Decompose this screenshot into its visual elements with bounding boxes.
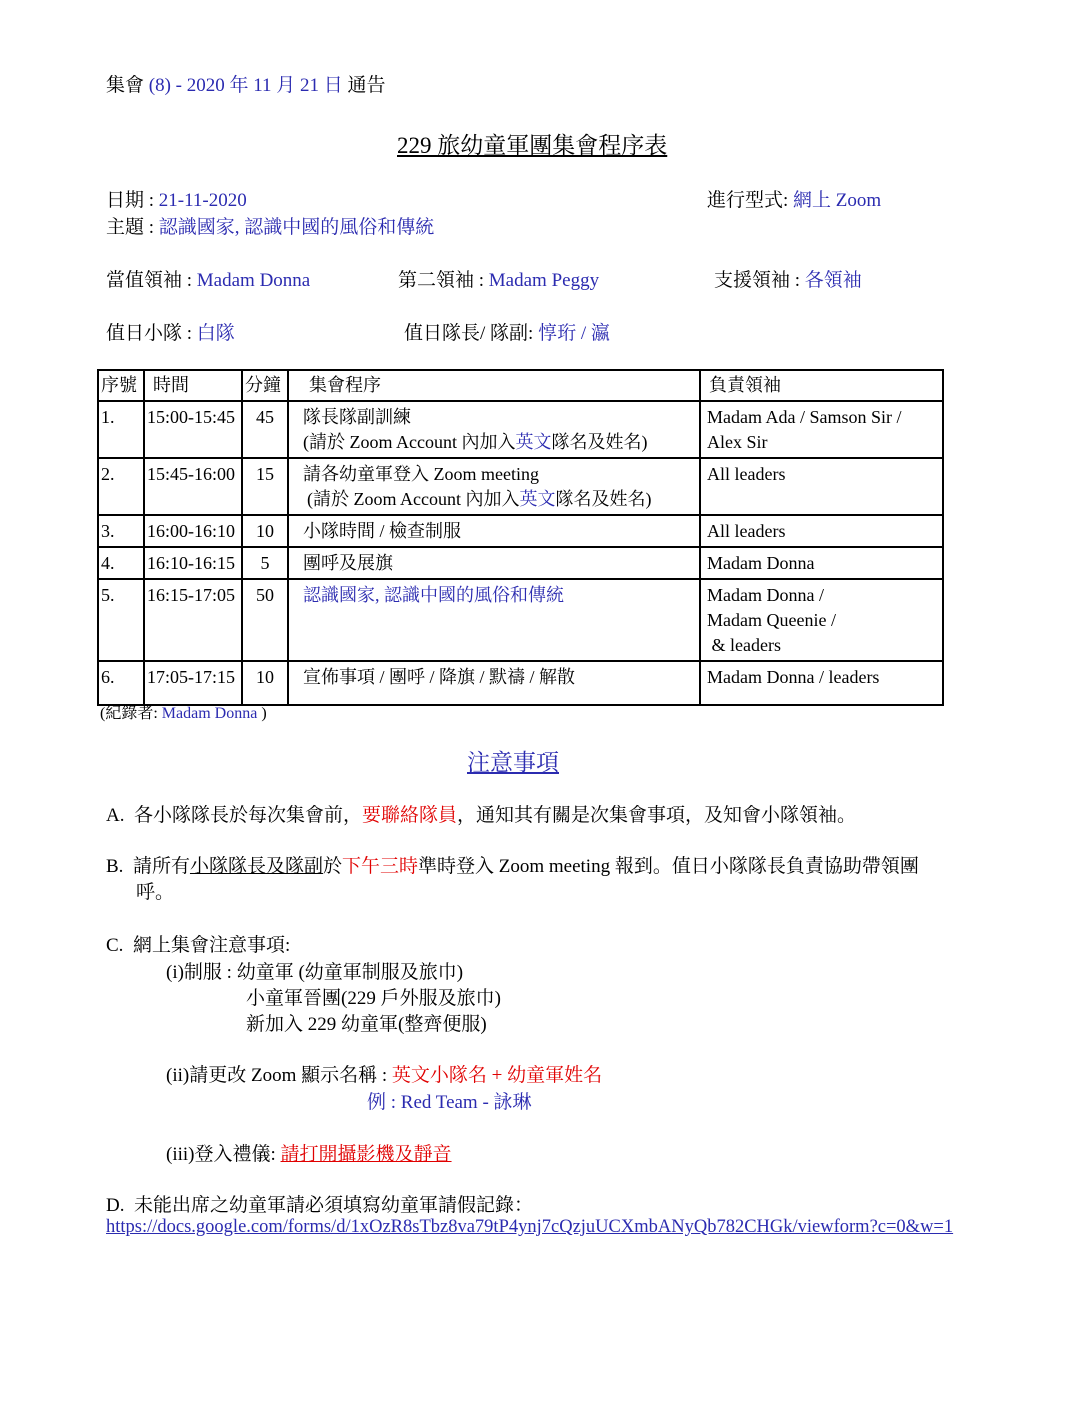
row-leader: Madam Donna / leaders bbox=[700, 661, 943, 705]
support-leader-line bbox=[714, 265, 862, 292]
header-suffix: 通告 bbox=[342, 75, 386, 96]
note-b-highlight: 下午三時 bbox=[341, 856, 418, 877]
zoom-name-line bbox=[166, 1060, 602, 1087]
note-text-end: 隊名及姓名) bbox=[555, 489, 652, 509]
row-no: 5. bbox=[98, 579, 144, 661]
note-d bbox=[106, 1190, 533, 1217]
row-leader-line: All leaders bbox=[707, 464, 786, 484]
row-item: 認識國家, 認識中國的風俗和傳統 bbox=[288, 579, 700, 661]
row-leader bbox=[700, 458, 943, 515]
row-time: 17:05-17:15 bbox=[144, 661, 242, 705]
row-item-note bbox=[303, 487, 697, 512]
notes-heading: 注意事項 bbox=[467, 750, 559, 775]
note-b-text: 請所有 bbox=[132, 856, 190, 877]
row-leader-line: & leaders bbox=[707, 635, 781, 655]
note-b-text-mid: 於 bbox=[322, 856, 342, 877]
note-a bbox=[106, 800, 856, 827]
note-highlight: 英文 bbox=[515, 432, 552, 452]
note-a-text: 各小隊隊長於每次集會前， bbox=[133, 805, 362, 826]
row-min: 5 bbox=[242, 547, 288, 579]
note-text-end: 隊名及姓名) bbox=[551, 432, 648, 452]
row-item: 團呼及展旗 bbox=[288, 547, 700, 579]
note-b-letter: B. bbox=[106, 856, 124, 877]
login-value: 請打開攝影機及靜音 bbox=[280, 1144, 452, 1165]
table-row bbox=[98, 458, 943, 515]
col-header-item: 集會程序 bbox=[288, 370, 700, 401]
row-leader: All leaders bbox=[700, 515, 943, 547]
duty-team-line bbox=[106, 318, 235, 345]
page-title: 229 旅幼童軍團集會程序表 bbox=[397, 133, 668, 158]
theme-line bbox=[106, 212, 434, 239]
uniform-item: 幼童軍 (幼童軍制服及旅巾) bbox=[236, 962, 464, 983]
uniform-item: 小童軍晉團(229 戶外服及旅巾) bbox=[246, 988, 501, 1009]
recorder-close: ) bbox=[257, 705, 267, 722]
note-text: (請於 Zoom Account 內加入 bbox=[307, 489, 520, 509]
theme-label: 主題 : bbox=[106, 217, 159, 238]
format-label: 進行型式: bbox=[707, 190, 794, 211]
row-min: 15 bbox=[242, 458, 288, 515]
theme-value: 認識國家, 認識中國的風俗和傳統 bbox=[158, 217, 435, 238]
row-no: 3. bbox=[98, 515, 144, 547]
row-no: 1. bbox=[98, 401, 144, 458]
row-item bbox=[288, 458, 700, 515]
format-value: 網上 Zoom bbox=[793, 190, 882, 211]
row-item-text: 隊長隊副訓練 bbox=[303, 407, 411, 427]
row-leader-line: Alex Sir bbox=[707, 432, 768, 452]
table-row bbox=[98, 547, 943, 579]
note-a-text-end: ，通知其有關是次集會事項，及知會小隊領袖。 bbox=[457, 805, 857, 826]
table-row bbox=[98, 579, 943, 661]
row-time: 16:00-16:10 bbox=[144, 515, 242, 547]
duty-team-value: 白隊 bbox=[196, 323, 235, 344]
row-leader: Madam Donna bbox=[700, 547, 943, 579]
zoom-name-value: 英文小隊名 + 幼童軍姓名 bbox=[391, 1065, 603, 1086]
duty-leader-value: 惇珩 / 瀛 bbox=[538, 323, 610, 344]
row-no: 2. bbox=[98, 458, 144, 515]
note-c-title: 網上集會注意事項: bbox=[132, 935, 291, 956]
row-min: 45 bbox=[242, 401, 288, 458]
support-leader-label: 支援領袖 : bbox=[714, 270, 805, 291]
row-time: 15:45-16:00 bbox=[144, 458, 242, 515]
note-c bbox=[106, 930, 290, 957]
duty-team-label: 值日小隊 : bbox=[106, 323, 197, 344]
row-time: 16:10-16:15 bbox=[144, 547, 242, 579]
date-value: 21-11-2020 bbox=[158, 190, 247, 211]
recorder-label: (紀錄者: bbox=[100, 705, 162, 722]
row-item: 小隊時間 / 檢查制服 bbox=[288, 515, 700, 547]
login-line bbox=[166, 1139, 452, 1166]
note-a-letter: A. bbox=[106, 805, 125, 826]
table-row bbox=[98, 661, 943, 705]
date-label: 日期 : bbox=[106, 190, 159, 211]
row-no: 4. bbox=[98, 547, 144, 579]
row-item-note bbox=[303, 430, 697, 455]
row-item bbox=[288, 401, 700, 458]
row-item-text: 請各幼童軍登入 Zoom meeting bbox=[303, 464, 539, 484]
support-leader-value: 各領袖 bbox=[804, 270, 862, 291]
note-b-underlined: 小隊隊長及隊副 bbox=[189, 856, 323, 877]
leave-form-link[interactable]: https://docs.google.com/forms/d/1xOzR8sTbz8va79tP4ynj7cQzjuUCXmbANyQb782CHGk/viewform?c=0&w=1 bbox=[106, 1217, 954, 1237]
second-leader-value: Madam Peggy bbox=[488, 270, 600, 291]
duty-leader-label: 值日隊長/ 隊副: bbox=[404, 323, 539, 344]
leader-value: Madam Donna bbox=[196, 270, 311, 291]
second-leader-line bbox=[398, 265, 599, 292]
note-b-text-end: 準時登入 Zoom meeting 報到。值日小隊隊長負責協助帶領團 bbox=[418, 856, 919, 877]
zoom-name-example: 例 : Red Team - 詠琳 bbox=[367, 1092, 532, 1113]
row-leader bbox=[700, 579, 943, 661]
row-no: 6. bbox=[98, 661, 144, 705]
note-a-highlight: 要聯絡隊員 bbox=[362, 805, 458, 826]
leader-line bbox=[106, 265, 310, 292]
row-min: 50 bbox=[242, 579, 288, 661]
row-leader-line: Madam Donna / bbox=[707, 585, 824, 605]
note-text: (請於 Zoom Account 內加入 bbox=[303, 432, 516, 452]
uniform-item: 新加入 229 幼童軍(整齊便服) bbox=[246, 1014, 487, 1035]
format-line bbox=[707, 185, 881, 212]
col-header-min: 分鐘 bbox=[242, 370, 288, 401]
uniform-line bbox=[166, 957, 463, 984]
table-row bbox=[98, 515, 943, 547]
duty-leader-line bbox=[404, 318, 610, 345]
leader-label: 當值領袖 : bbox=[106, 270, 197, 291]
note-highlight: 英文 bbox=[519, 489, 556, 509]
note-d-letter: D. bbox=[106, 1195, 125, 1216]
row-min: 10 bbox=[242, 661, 288, 705]
note-d-text: 未能出席之幼童軍請必須填寫幼童軍請假記錄： bbox=[133, 1195, 533, 1216]
note-b-wrap: 呼。 bbox=[136, 882, 175, 903]
row-item: 宣佈事項 / 團呼 / 降旗 / 默禱 / 解散 bbox=[288, 661, 700, 705]
date-line bbox=[106, 185, 247, 212]
row-min: 10 bbox=[242, 515, 288, 547]
col-header-leader: 負責領袖 bbox=[700, 370, 943, 401]
row-leader-line: Madam Queenie / bbox=[707, 610, 836, 630]
row-time: 15:00-15:45 bbox=[144, 401, 242, 458]
row-time: 16:15-17:05 bbox=[144, 579, 242, 661]
note-c-letter: C. bbox=[106, 935, 124, 956]
col-header-no: 序號 bbox=[98, 370, 144, 401]
header-date: (8) - 2020 年 11 月 21 日 bbox=[148, 75, 343, 96]
zoom-name-label: (ii)請更改 Zoom 顯示名稱 : bbox=[166, 1065, 392, 1086]
table-row bbox=[98, 401, 943, 458]
col-header-time: 時間 bbox=[144, 370, 242, 401]
row-leader bbox=[700, 401, 943, 458]
login-label: (iii)登入禮儀: bbox=[166, 1144, 281, 1165]
table-header-row bbox=[98, 370, 943, 401]
second-leader-label: 第二領袖 : bbox=[398, 270, 489, 291]
note-b bbox=[106, 851, 919, 878]
row-leader-line: Madam Ada / Samson Sir / bbox=[707, 407, 902, 427]
schedule-table bbox=[97, 369, 944, 706]
uniform-label: (i)制服 : bbox=[166, 962, 237, 983]
header-prefix: 集會 bbox=[106, 75, 149, 96]
recorder-note bbox=[100, 700, 267, 723]
notice-header bbox=[106, 70, 386, 97]
recorder-name: Madam Donna bbox=[161, 705, 258, 722]
